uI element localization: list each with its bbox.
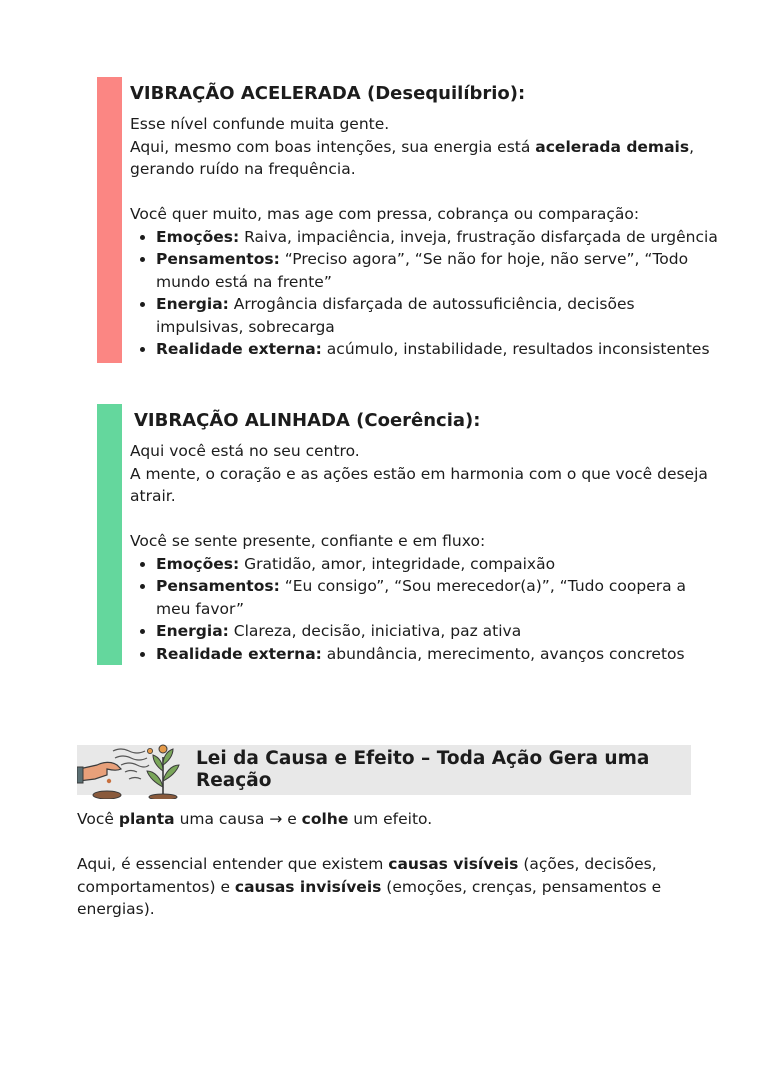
law-line-2: Aqui, é essencial entender que existem causas visíveis (ações, decisões, comportamentos) e causas invisíveis (emoções, crenças, pensamentos e energias). [77,855,662,918]
list-item: • Realidade externa: abundância, merecimento, avanços concretos [156,643,720,666]
accelerated-emphasis: acelerada demais [535,137,690,156]
accelerated-intro: Você quer muito, mas age com pressa, cobrança ou comparação: [130,205,640,223]
list-item: • Realidade externa: acúmulo, instabilidade, resultados inconsistentes [156,338,720,361]
law-title: Lei da Causa e Efeito – Toda Ação Gera uma Reação [196,748,650,791]
list-item: • Emoções: Gratidão, amor, integridade, compaixão [156,553,720,576]
accelerated-color-bar [97,77,122,363]
list-item: • Pensamentos: “Preciso agora”, “Se não for hoje, não serve”, “Todo mundo está na frente” [156,248,720,293]
aligned-intro: Você se sente presente, confiante e em fluxo: [130,532,486,550]
law-body [77,808,677,921]
aligned-section [97,404,717,665]
aligned-heading: VIBRAÇÃO ALINHADA (Coerência): [134,410,481,431]
aligned-color-bar [97,404,122,665]
aligned-line-2: A mente, o coração e as ações estão em harmonia com o que você deseja atrair. [130,464,708,505]
aligned-paragraph [130,440,720,553]
accelerated-section [97,77,717,363]
list-item: • Energia: Arrogância disfarçada de autossuficiência, decisões impulsivas, sobrecarga [156,293,720,338]
accelerated-list [130,226,720,361]
accelerated-content [130,77,720,361]
accelerated-heading: VIBRAÇÃO ACELERADA (Desequilíbrio): [130,83,526,104]
planting-seed-icon [77,741,183,799]
accelerated-line-2: Aqui, mesmo com boas intenções, sua energia está acelerada demais, gerando ruído na frequência. [130,137,695,178]
aligned-content [130,404,720,665]
aligned-line-1: Aqui você está no seu centro. [130,442,360,460]
law-line-1: Você planta uma causa → e colhe um efeito. [77,810,433,828]
aligned-list [130,553,720,666]
list-item: • Emoções: Raiva, impaciência, inveja, frustração disfarçada de urgência [156,226,720,249]
accelerated-line-1: Esse nível confunde muita gente. [130,115,390,133]
list-item: • Pensamentos: “Eu consigo”, “Sou merecedor(a)”, “Tudo coopera a meu favor” [156,575,720,620]
accelerated-paragraph [130,113,720,226]
list-item: • Energia: Clareza, decisão, iniciativa, paz ativa [156,620,720,643]
law-banner [77,745,691,795]
